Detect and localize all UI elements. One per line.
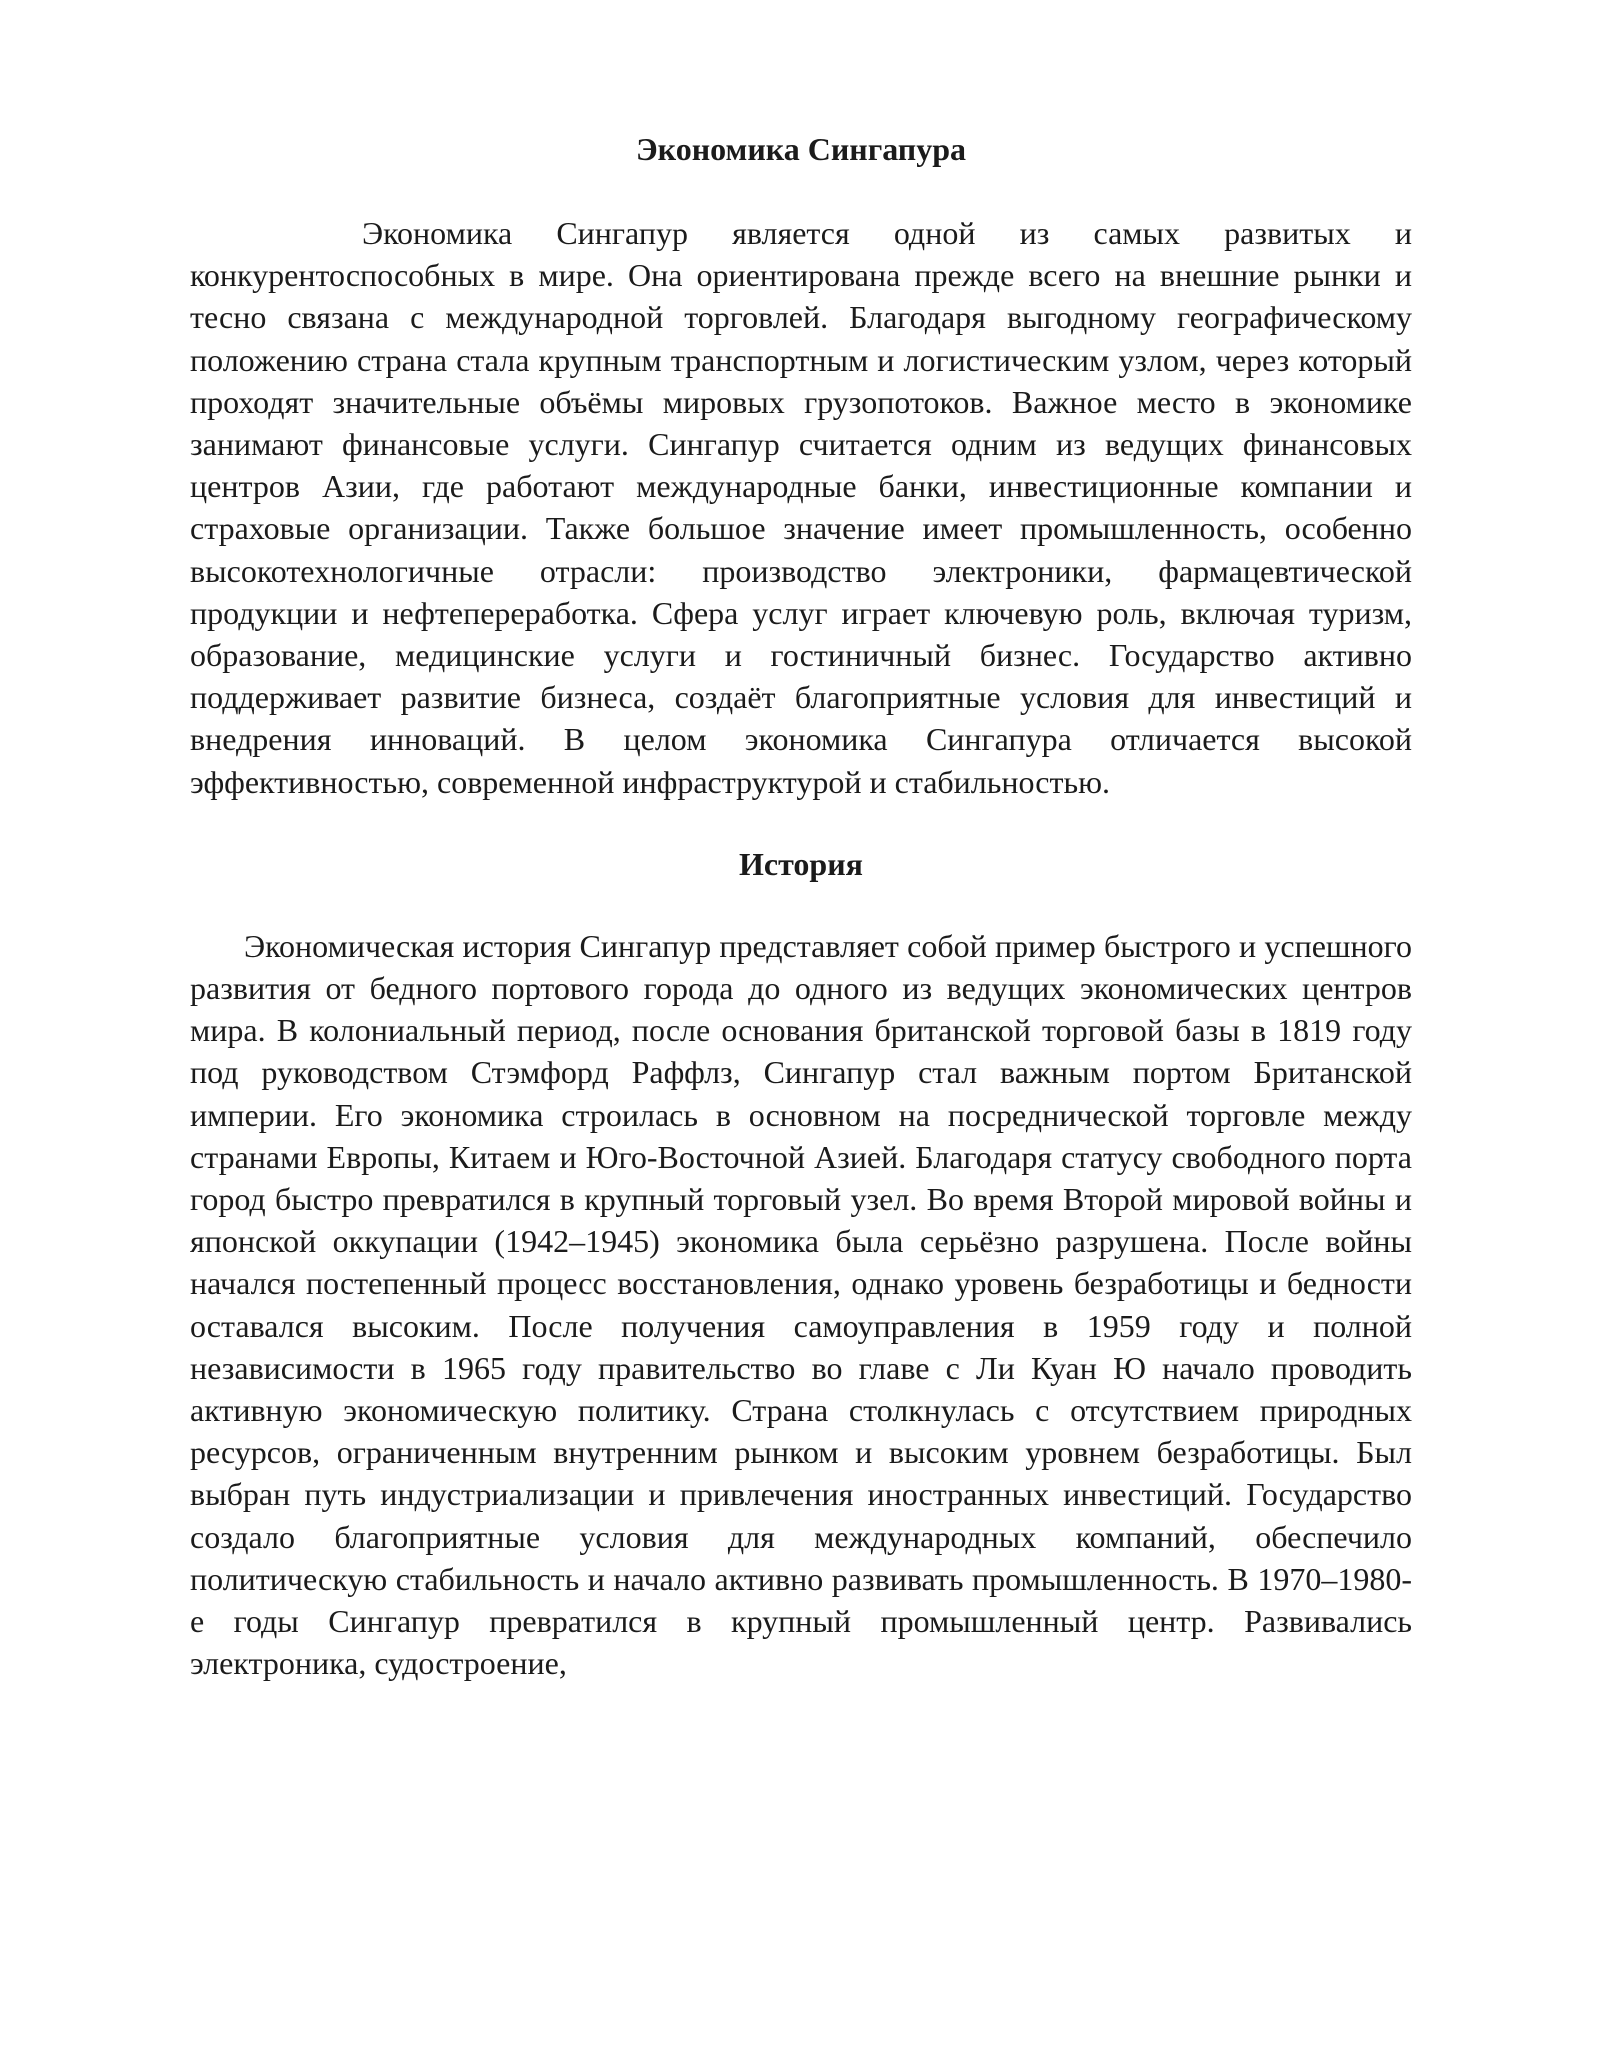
document-page xyxy=(190,128,1412,1685)
history-paragraph: Экономическая история Сингапур представляет собой пример быстрого и успешного развития от бедного портового города до одного из ведущих экономических центров мира. В колониальный период, после основания британской торговой базы в 1819 году под руководством Стэмфорд Раффлз, Сингапур стал важным портом Британской империи. Его экономика строилась в основном на посреднической торговле между странами Европы, Китаем и Юго-Восточной Азией. Благодаря статусу свободного порта город быстро превратился в крупный торговый узел. Во время Второй мировой войны и японской оккупации (1942–1945) экономика была серьёзно разрушена. После войны начался постепенный процесс восстановления, однако уровень безработицы и бедности оставался высоким. После получения самоуправления в 1959 году и полной независимости в 1965 году правительство во главе с Ли Куан Ю начало проводить активную экономическую политику. Страна столкнулась с отсутствием природных ресурсов, ограниченным внутренним рынком и высоким уровнем безработицы. Был выбран путь индустриализации и привлечения иностранных инвестиций. Государство создало благоприятные условия для международных компаний, обеспечило политическую стабильность и начало активно развивать промышленность. В 1970–1980-е годы Сингапур превратился в крупный промышленный центр. Развивались электроника, судостроение, xyxy=(190,927,1412,1682)
intro-paragraph: Экономика Сингапур является одной из самых развитых и конкурентоспособных в мире. Она ориентирована прежде всего на внешние рынки и тесно связана с международной торговлей. Благодаря выгодному географическому положению страна стала крупным транспортным и логистическим узлом, через который проходят значительные объёмы мировых грузопотоков. Важное место в экономике занимают финансовые услуги. Сингапур считается одним из ведущих финансовых центров Азии, где работают международные банки, инвестиционные компании и страховые организации. Также большое значение имеет промышленность, особенно высокотехнологичные отрасли: производство электроники, фармацевтической продукции и нефтепереработка. Сфера услуг играет ключевую роль, включая туризм, образование, медицинские услуги и гостиничный бизнес. Государство активно поддерживает развитие бизнеса, создаёт благоприятные условия для инвестиций и внедрения инноваций. В целом экономика Сингапура отличается высокой эффективностью, современной инфраструктурой и стабильностью. xyxy=(190,215,1412,800)
document-title: Экономика Сингапура xyxy=(635,131,967,167)
history-heading: История xyxy=(739,845,863,882)
